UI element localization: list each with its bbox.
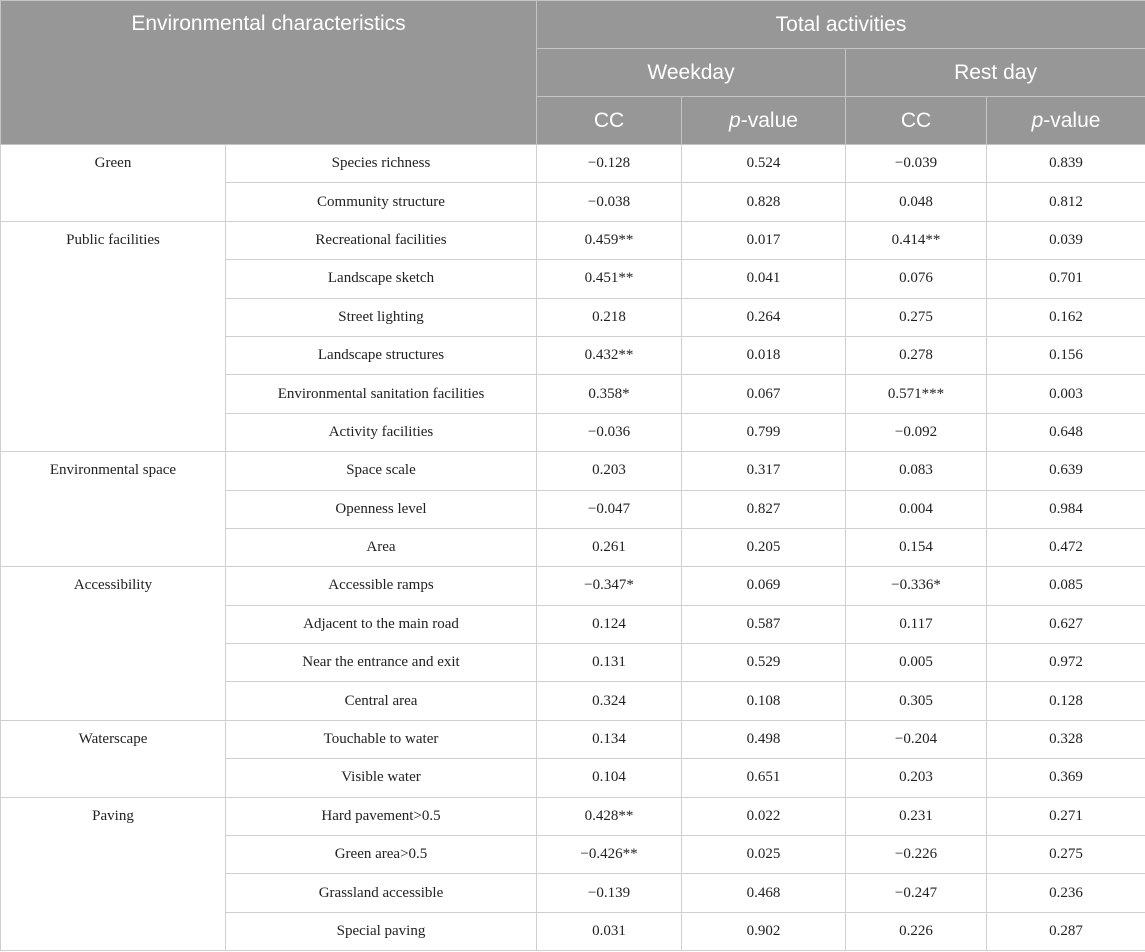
rest-day-p-value-cell: 0.369 — [987, 759, 1145, 797]
weekday-cc-cell: 0.428** — [537, 797, 682, 835]
rest-day-p-value-cell: 0.039 — [987, 221, 1145, 259]
rest-day-p-value-cell: 0.972 — [987, 644, 1145, 682]
rest-day-cc-cell: 0.571*** — [846, 375, 987, 413]
characteristic-cell: Landscape structures — [226, 336, 537, 374]
characteristic-cell: Space scale — [226, 452, 537, 490]
weekday-p-value-cell: 0.529 — [682, 644, 846, 682]
header-rest-day: Rest day — [846, 49, 1145, 97]
weekday-cc-cell: 0.432** — [537, 336, 682, 374]
weekday-cc-cell: 0.104 — [537, 759, 682, 797]
rest-day-p-value-cell: 0.003 — [987, 375, 1145, 413]
weekday-cc-cell: 0.324 — [537, 682, 682, 720]
rest-day-cc-cell: 0.226 — [846, 912, 987, 950]
header-weekday-cc: CC — [537, 97, 682, 145]
weekday-cc-cell: 0.203 — [537, 452, 682, 490]
rest-day-p-value-cell: 0.472 — [987, 528, 1145, 566]
rest-day-cc-cell: −0.092 — [846, 413, 987, 451]
characteristic-cell: Central area — [226, 682, 537, 720]
category-cell: Environmental space — [1, 452, 226, 567]
rest-day-cc-cell: 0.048 — [846, 183, 987, 221]
weekday-p-value-cell: 0.827 — [682, 490, 846, 528]
category-cell: Waterscape — [1, 720, 226, 797]
rest-day-p-value-cell: 0.271 — [987, 797, 1145, 835]
header-rest-day-cc: CC — [846, 97, 987, 145]
weekday-p-value-cell: 0.651 — [682, 759, 846, 797]
table-body — [1, 145, 1145, 951]
rest-day-p-value-cell: 0.128 — [987, 682, 1145, 720]
weekday-p-value-cell: 0.022 — [682, 797, 846, 835]
weekday-cc-cell: 0.124 — [537, 605, 682, 643]
weekday-p-value-cell: 0.017 — [682, 221, 846, 259]
rest-day-cc-cell: −0.039 — [846, 145, 987, 183]
weekday-cc-cell: 0.459** — [537, 221, 682, 259]
characteristic-cell: Species richness — [226, 145, 537, 183]
rest-day-cc-cell: 0.154 — [846, 528, 987, 566]
rest-day-p-value-cell: 0.156 — [987, 336, 1145, 374]
rest-day-cc-cell: 0.076 — [846, 260, 987, 298]
weekday-cc-cell: −0.038 — [537, 183, 682, 221]
weekday-p-value-cell: 0.317 — [682, 452, 846, 490]
rest-day-p-value-cell: 0.236 — [987, 874, 1145, 912]
characteristic-cell: Touchable to water — [226, 720, 537, 758]
value-suffix: -value — [1043, 108, 1101, 132]
rest-day-p-value-cell: 0.639 — [987, 452, 1145, 490]
rest-day-cc-cell: 0.305 — [846, 682, 987, 720]
header-environmental-characteristics: Environmental characteristics — [1, 1, 537, 145]
rest-day-cc-cell: 0.231 — [846, 797, 987, 835]
characteristic-cell: Recreational facilities — [226, 221, 537, 259]
rest-day-cc-cell: 0.203 — [846, 759, 987, 797]
rest-day-p-value-cell: 0.627 — [987, 605, 1145, 643]
rest-day-cc-cell: 0.083 — [846, 452, 987, 490]
weekday-cc-cell: −0.139 — [537, 874, 682, 912]
table-row — [1, 797, 1145, 835]
rest-day-p-value-cell: 0.984 — [987, 490, 1145, 528]
header-weekday: Weekday — [537, 49, 846, 97]
rest-day-cc-cell: −0.204 — [846, 720, 987, 758]
rest-day-p-value-cell: 0.287 — [987, 912, 1145, 950]
category-cell: Green — [1, 145, 226, 222]
weekday-cc-cell: 0.358* — [537, 375, 682, 413]
p-symbol: p — [729, 108, 741, 132]
table-row — [1, 145, 1145, 183]
characteristic-cell: Community structure — [226, 183, 537, 221]
rest-day-cc-cell: 0.004 — [846, 490, 987, 528]
characteristic-cell: Near the entrance and exit — [226, 644, 537, 682]
value-suffix: -value — [740, 108, 798, 132]
rest-day-cc-cell: 0.117 — [846, 605, 987, 643]
rest-day-p-value-cell: 0.701 — [987, 260, 1145, 298]
rest-day-p-value-cell: 0.812 — [987, 183, 1145, 221]
weekday-p-value-cell: 0.468 — [682, 874, 846, 912]
weekday-p-value-cell: 0.799 — [682, 413, 846, 451]
rest-day-p-value-cell: 0.162 — [987, 298, 1145, 336]
weekday-cc-cell: 0.031 — [537, 912, 682, 950]
characteristic-cell: Hard pavement>0.5 — [226, 797, 537, 835]
rest-day-cc-cell: −0.247 — [846, 874, 987, 912]
rest-day-cc-cell: 0.414** — [846, 221, 987, 259]
weekday-p-value-cell: 0.069 — [682, 567, 846, 605]
header-rest-day-p-value — [987, 97, 1145, 145]
weekday-p-value-cell: 0.041 — [682, 260, 846, 298]
characteristic-cell: Landscape sketch — [226, 260, 537, 298]
category-cell: Paving — [1, 797, 226, 951]
category-cell: Public facilities — [1, 221, 226, 451]
rest-day-p-value-cell: 0.328 — [987, 720, 1145, 758]
rest-day-cc-cell: −0.336* — [846, 567, 987, 605]
characteristic-cell: Special paving — [226, 912, 537, 950]
table-header — [1, 1, 1145, 145]
weekday-p-value-cell: 0.025 — [682, 836, 846, 874]
characteristic-cell: Area — [226, 528, 537, 566]
rest-day-cc-cell: 0.005 — [846, 644, 987, 682]
weekday-cc-cell: −0.426** — [537, 836, 682, 874]
table-row — [1, 221, 1145, 259]
characteristic-cell: Accessible ramps — [226, 567, 537, 605]
weekday-p-value-cell: 0.828 — [682, 183, 846, 221]
rest-day-p-value-cell: 0.275 — [987, 836, 1145, 874]
weekday-cc-cell: 0.134 — [537, 720, 682, 758]
table-row — [1, 720, 1145, 758]
characteristic-cell: Street lighting — [226, 298, 537, 336]
p-symbol: p — [1031, 108, 1044, 132]
table-row — [1, 567, 1145, 605]
weekday-p-value-cell: 0.205 — [682, 528, 846, 566]
weekday-p-value-cell: 0.524 — [682, 145, 846, 183]
weekday-cc-cell: −0.036 — [537, 413, 682, 451]
rest-day-p-value-cell: 0.839 — [987, 145, 1145, 183]
weekday-cc-cell: −0.128 — [537, 145, 682, 183]
rest-day-cc-cell: 0.278 — [846, 336, 987, 374]
weekday-cc-cell: 0.218 — [537, 298, 682, 336]
characteristic-cell: Green area>0.5 — [226, 836, 537, 874]
weekday-cc-cell: 0.131 — [537, 644, 682, 682]
characteristic-cell: Grassland accessible — [226, 874, 537, 912]
characteristic-cell: Activity facilities — [226, 413, 537, 451]
weekday-cc-cell: −0.347* — [537, 567, 682, 605]
weekday-cc-cell: 0.261 — [537, 528, 682, 566]
characteristic-cell: Environmental sanitation facilities — [226, 375, 537, 413]
weekday-cc-cell: 0.451** — [537, 260, 682, 298]
rest-day-cc-cell: −0.226 — [846, 836, 987, 874]
characteristic-cell: Visible water — [226, 759, 537, 797]
characteristic-cell: Openness level — [226, 490, 537, 528]
header-weekday-p-value — [682, 97, 846, 145]
weekday-p-value-cell: 0.108 — [682, 682, 846, 720]
weekday-p-value-cell: 0.902 — [682, 912, 846, 950]
table-row — [1, 452, 1145, 490]
weekday-p-value-cell: 0.587 — [682, 605, 846, 643]
weekday-p-value-cell: 0.498 — [682, 720, 846, 758]
category-cell: Accessibility — [1, 567, 226, 721]
weekday-cc-cell: −0.047 — [537, 490, 682, 528]
characteristic-cell: Adjacent to the main road — [226, 605, 537, 643]
rest-day-p-value-cell: 0.648 — [987, 413, 1145, 451]
weekday-p-value-cell: 0.264 — [682, 298, 846, 336]
header-total-activities: Total activities — [537, 1, 1145, 49]
weekday-p-value-cell: 0.018 — [682, 336, 846, 374]
rest-day-p-value-cell: 0.085 — [987, 567, 1145, 605]
rest-day-cc-cell: 0.275 — [846, 298, 987, 336]
weekday-p-value-cell: 0.067 — [682, 375, 846, 413]
